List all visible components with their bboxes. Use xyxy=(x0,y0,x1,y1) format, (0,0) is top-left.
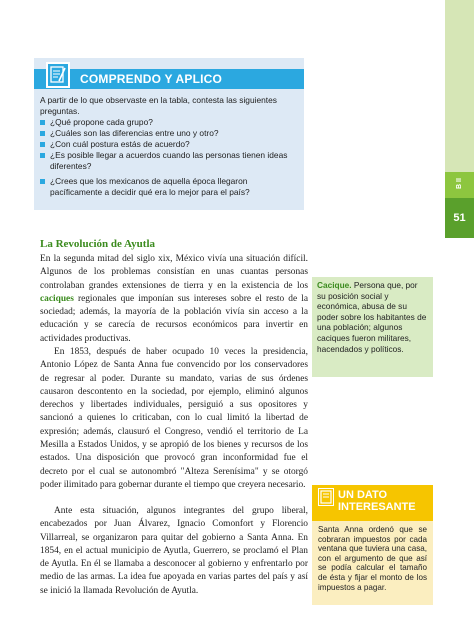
square-bullet-icon xyxy=(40,120,45,125)
fact-title: UN DATO INTERESANTE xyxy=(338,489,416,513)
block-tab-label: B II xyxy=(455,178,463,189)
paragraph-1-start: En la segunda mitad del siglo xix, México vivía una situación difícil. Algunos de los problemas consistían en unas cuantas personas controlaban grandes extensiones de tierra y en la existencia de los xyxy=(40,254,308,291)
side-band xyxy=(445,0,474,172)
paragraph-3: Ante esta situación, algunos integrantes del grupo liberal, encabezados por Juan Álvarez, Ignacio Comonfort y Florencio Villarreal, se organizaron para quitar del gobierno a Santa Anna. En 1854, en el actual municipio de Ayutla, Guerrero, se proclamó el Plan de Ayutla. En él se llamaba a desconocer al gobierno y enfrentarlo por medio de las armas. La idea fue apoyada en varias partes del país y así se inició la llamada Revolución de Ayutla. xyxy=(40,506,308,596)
paragraph-2: En 1853, después de haber ocupado 10 veces la presidencia, Antonio López de Santa Anna fue convencido por los conservadores de regresar al poder. Durante su mandato, varias de sus órdenes causaron descontento en la sociedad, por ejemplo, eliminó algunos derechos y libertades individuales, persiguió a sus opositores y sancionó a quienes lo criticaban, con lo cual limitó la libertad de expresión; además, clausuró el Congreso, vendió el territorio de La Mesilla a Estados Unidos, y se apropió de los bienes y recursos de los estados. Una disposición que provocó gran inconformidad fue el decreto por el cual se autonombró "Alteza Serenísima" y se otorgó poder ilimitado para gobernar durante el tiempo que creyera necesario. xyxy=(40,347,308,490)
keyword-caciques: caciques xyxy=(40,293,74,304)
square-bullet-icon xyxy=(40,153,45,158)
square-bullet-icon xyxy=(40,142,45,147)
pencil-notebook-icon xyxy=(46,62,70,88)
section-title: La Revolución de Ayutla xyxy=(40,238,156,250)
paragraph-1-end: regionales que imponían sus intereses sobre el resto de la sociedad; además, la mayoría de la población vivía sin acceso a la educación y se carecía de recursos económicos para invertir en actividades productivas. xyxy=(40,293,308,344)
activity-title: COMPRENDO Y APLICO xyxy=(80,72,223,86)
question-text: ¿Con cuál postura estás de acuerdo? xyxy=(50,139,190,149)
square-bullet-icon xyxy=(40,179,45,184)
question-text: ¿Cuáles son las diferencias entre uno y otro? xyxy=(50,128,219,138)
square-bullet-icon xyxy=(40,131,45,136)
glossary-definition: Persona que, por su posición social y económica, abusa de su poder sobre los habitantes de una población; algunos caciques fueron militares, hacendados y políticos. xyxy=(317,280,427,354)
glossary-box xyxy=(312,277,433,377)
question-text: ¿Es posible llegar a acuerdos cuando las personas tienen ideas diferentes? xyxy=(50,150,288,171)
paragraph-1 xyxy=(40,253,308,346)
page-number: 51 xyxy=(445,198,474,238)
activity-intro: A partir de lo que observaste en la tabla, contesta las siguientes preguntas. xyxy=(40,95,277,116)
question-text: ¿Crees que los mexicanos de aquella época llegaron pacíficamente a decidir qué era lo mejor para el país? xyxy=(50,176,250,197)
book-icon xyxy=(318,488,334,506)
question-text: ¿Qué propone cada grupo? xyxy=(50,117,153,127)
glossary-term: Cacique. xyxy=(317,280,352,290)
fact-text: Santa Anna ordenó que se cobraran impuestos por cada ventana que tuviera una casa, con el argumento de que así se podía calcular el tamaño de ésta y fijar el monto de los impuestos a pagar. xyxy=(312,521,433,605)
